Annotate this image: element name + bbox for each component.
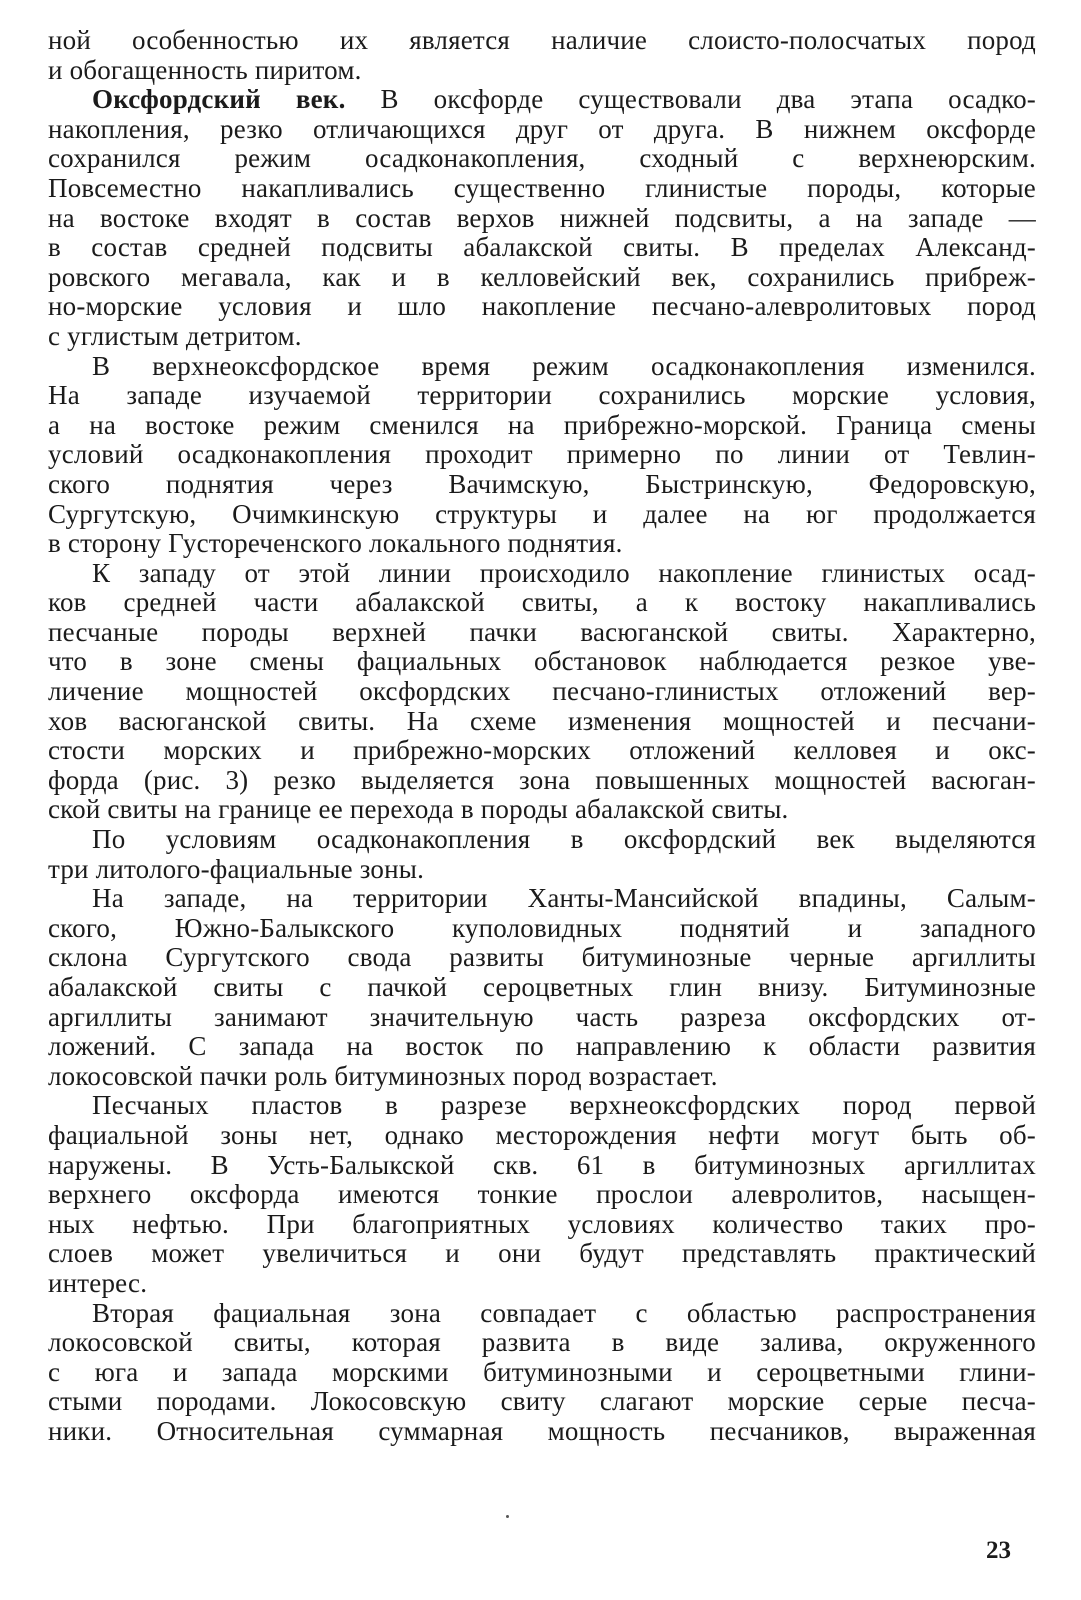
text-line: хов васюганской свиты. На схеме изменения мощностей и песчани- [48, 705, 1036, 736]
text-line: три литолого-фациальные зоны. [48, 853, 425, 884]
paragraph [48, 825, 1036, 884]
text-line: ной особенностью их является наличие слоисто-полосчатых пород [48, 25, 1036, 55]
text-line: форда (рис. 3) резко выделяется зона повышенных мощностей васюган- [48, 764, 1036, 795]
text-line: На западе, на территории Ханты-Мансийской впадины, Салым- [92, 883, 1036, 914]
text-line: интерес. [48, 1267, 148, 1298]
speck-mark [506, 1515, 509, 1518]
paragraph [48, 85, 1036, 351]
text-line: Повсеместно накапливались существенно глинистые породы, которые [48, 172, 1036, 203]
section-heading: Оксфордский век. [92, 84, 346, 115]
text-line: на востоке входят в состав верхов нижней подсвиты, а на западе — [48, 202, 1036, 233]
text-line: ровского мегавала, как и в келловейский век, сохранились прибреж- [48, 261, 1036, 292]
text-line: Песчаных пластов в разрезе верхнеоксфордских пород первой [92, 1090, 1036, 1121]
text-line: Сургутскую, Очимкинскую структуры и далее на юг продолжается [48, 498, 1036, 529]
text-run: В оксфорде существовали два этапа осадко- [345, 84, 1036, 115]
text-line: что в зоне смены фациальных обстановок наблюдается резкое уве- [48, 646, 1036, 677]
text-line: накопления, резко отличающихся друг от друга. В нижнем оксфорде [48, 113, 1036, 144]
text-line: ков средней части абалакской свиты, а к востоку накапливались [48, 587, 1036, 618]
paragraph [48, 559, 1036, 825]
text-line: с юга и запада морскими битуминозными и сероцветными глини- [48, 1356, 1036, 1387]
text-line: песчаные породы верхней пачки васюганской свиты. Характерно, [48, 616, 1036, 647]
text-line: абалакской свиты с пачкой сероцветных глин внизу. Битуминозные [48, 972, 1036, 1002]
text-line: В верхнеоксфордское время режим осадконакопления изменился. [92, 350, 1036, 381]
paragraph [48, 1091, 1036, 1298]
text-line: По условиям осадконакопления в оксфордский век выделяются [92, 824, 1036, 855]
text-line: ники. Относительная суммарная мощность песчаников, выраженная [48, 1415, 1036, 1446]
text-line: стыми породами. Локосовскую свиту слагают морские серые песча- [48, 1386, 1036, 1417]
text-line: склона Сургутского свода развиты битуминозные черные аргиллиты [48, 942, 1036, 973]
text-line: локосовской свиты, которая развита в виде залива, окруженного [48, 1327, 1036, 1358]
text-line: условий осадконакопления проходит примерно по линии от Тевлин- [48, 439, 1036, 470]
paragraph [48, 884, 1036, 1091]
text-line: Вторая фациальная зона совпадает с областью распространения [92, 1297, 1036, 1328]
text-line: ской свиты на границе ее перехода в породы абалакской свиты. [48, 794, 789, 825]
page-number: 23 [986, 1537, 1011, 1564]
text-line: наружены. В Усть-Балыкской скв. 61 в битуминозных аргиллитах [48, 1149, 1036, 1180]
text-line: аргиллиты занимают значительную часть разреза оксфордских от- [48, 1001, 1036, 1032]
text-line: К западу от этой линии происходило накопление глинистых осад- [92, 557, 1036, 588]
text-line: и обогащенность пиритом. [48, 54, 362, 85]
text-line: фациальной зоны нет, однако месторождения нефти могут быть об- [48, 1119, 1036, 1150]
paragraph [48, 26, 1036, 85]
text-line: сохранился режим осадконакопления, сходный с верхнеюрским. [48, 143, 1036, 174]
text-line: личение мощностей оксфордских песчано-глинистых отложений вер- [48, 676, 1036, 707]
document-page [48, 26, 1036, 1447]
text-line: а на востоке режим сменился на прибрежно-морской. Граница смены [48, 409, 1036, 440]
text-line: слоев может увеличиться и они будут представлять практический [48, 1238, 1036, 1269]
text-line: но-морские условия и шло накопление песчано-алевролитовых пород [48, 291, 1036, 322]
paragraph [48, 352, 1036, 559]
text-line: с углистым детритом. [48, 320, 302, 351]
text-line: На западе изучаемой территории сохранились морские условия, [48, 380, 1036, 411]
text-line: ных нефтью. При благоприятных условиях количество таких про- [48, 1208, 1036, 1239]
text-line: верхнего оксфорда имеются тонкие прослои алевролитов, насыщен- [48, 1179, 1036, 1210]
text-line: стости морских и прибрежно-морских отложений келловея и окс- [48, 735, 1036, 766]
text-line: в сторону Густореченского локального поднятия. [48, 528, 623, 559]
text-line: локосовской пачки роль битуминозных пород возрастает. [48, 1060, 718, 1091]
paragraph [48, 1299, 1036, 1447]
text-line: ского, Южно-Балыкского куполовидных поднятий и западного [48, 912, 1036, 943]
text-line: ложений. С запада на восток по направлению к области развития [48, 1031, 1036, 1062]
text-line: в состав средней подсвиты абалакской свиты. В пределах Александ- [48, 232, 1036, 263]
text-line: ского поднятия через Вачимскую, Быстринскую, Федоровскую, [48, 468, 1036, 499]
text-line [48, 85, 1036, 115]
